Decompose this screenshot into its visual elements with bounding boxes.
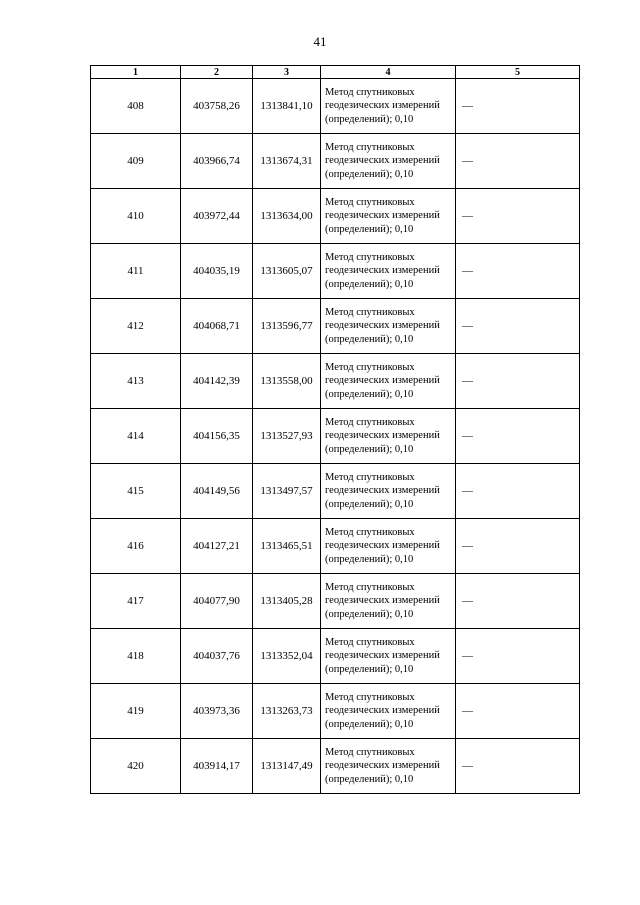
cell-x-coordinate: 403966,74 xyxy=(181,134,253,189)
cell-y-coordinate: 1313634,00 xyxy=(253,189,321,244)
cell-y-coordinate: 1313841,10 xyxy=(253,79,321,134)
table-row xyxy=(91,354,580,409)
cell-point-number: 408 xyxy=(91,79,181,134)
cell-y-coordinate: 1313527,93 xyxy=(253,409,321,464)
cell-method: Метод спутниковых геодезических измерений (определений); 0,10 xyxy=(321,629,456,684)
cell-x-coordinate: 404149,56 xyxy=(181,464,253,519)
cell-point-number: 411 xyxy=(91,244,181,299)
table-row xyxy=(91,464,580,519)
table-row xyxy=(91,79,580,134)
table-row xyxy=(91,629,580,684)
table-header xyxy=(91,66,580,79)
cell-x-coordinate: 403758,26 xyxy=(181,79,253,134)
cell-point-number: 412 xyxy=(91,299,181,354)
cell-method: Метод спутниковых геодезических измерений (определений); 0,10 xyxy=(321,739,456,794)
cell-method: Метод спутниковых геодезических измерений (определений); 0,10 xyxy=(321,134,456,189)
cell-x-coordinate: 403972,44 xyxy=(181,189,253,244)
cell-y-coordinate: 1313674,31 xyxy=(253,134,321,189)
cell-method: Метод спутниковых геодезических измерений (определений); 0,10 xyxy=(321,519,456,574)
cell-point-number: 417 xyxy=(91,574,181,629)
cell-method: Метод спутниковых геодезических измерений (определений); 0,10 xyxy=(321,354,456,409)
header-col-4: 4 xyxy=(321,66,456,79)
cell-y-coordinate: 1313605,07 xyxy=(253,244,321,299)
cell-point-number: 420 xyxy=(91,739,181,794)
cell-x-coordinate: 403973,36 xyxy=(181,684,253,739)
cell-note: — xyxy=(456,519,580,574)
coordinates-table xyxy=(90,65,580,794)
cell-note: — xyxy=(456,464,580,519)
header-col-3: 3 xyxy=(253,66,321,79)
cell-y-coordinate: 1313497,57 xyxy=(253,464,321,519)
cell-method: Метод спутниковых геодезических измерений (определений); 0,10 xyxy=(321,409,456,464)
cell-method: Метод спутниковых геодезических измерений (определений); 0,10 xyxy=(321,189,456,244)
cell-method: Метод спутниковых геодезических измерений (определений); 0,10 xyxy=(321,684,456,739)
cell-method: Метод спутниковых геодезических измерений (определений); 0,10 xyxy=(321,79,456,134)
table-row xyxy=(91,299,580,354)
cell-y-coordinate: 1313465,51 xyxy=(253,519,321,574)
cell-x-coordinate: 404127,21 xyxy=(181,519,253,574)
table-row xyxy=(91,244,580,299)
cell-y-coordinate: 1313558,00 xyxy=(253,354,321,409)
cell-note: — xyxy=(456,299,580,354)
cell-method: Метод спутниковых геодезических измерений (определений); 0,10 xyxy=(321,244,456,299)
cell-point-number: 418 xyxy=(91,629,181,684)
cell-point-number: 416 xyxy=(91,519,181,574)
cell-method: Метод спутниковых геодезических измерений (определений); 0,10 xyxy=(321,464,456,519)
cell-point-number: 419 xyxy=(91,684,181,739)
cell-point-number: 409 xyxy=(91,134,181,189)
cell-point-number: 413 xyxy=(91,354,181,409)
table-row xyxy=(91,189,580,244)
table-row xyxy=(91,409,580,464)
header-row xyxy=(91,66,580,79)
cell-x-coordinate: 403914,17 xyxy=(181,739,253,794)
cell-point-number: 415 xyxy=(91,464,181,519)
header-col-1: 1 xyxy=(91,66,181,79)
cell-point-number: 414 xyxy=(91,409,181,464)
cell-y-coordinate: 1313596,77 xyxy=(253,299,321,354)
cell-note: — xyxy=(456,189,580,244)
cell-method: Метод спутниковых геодезических измерений (определений); 0,10 xyxy=(321,574,456,629)
cell-y-coordinate: 1313263,73 xyxy=(253,684,321,739)
page-number: 41 xyxy=(313,34,327,49)
cell-x-coordinate: 404077,90 xyxy=(181,574,253,629)
table-row xyxy=(91,134,580,189)
table-row xyxy=(91,519,580,574)
cell-note: — xyxy=(456,134,580,189)
cell-x-coordinate: 404142,39 xyxy=(181,354,253,409)
cell-x-coordinate: 404156,35 xyxy=(181,409,253,464)
table-row xyxy=(91,574,580,629)
cell-y-coordinate: 1313405,28 xyxy=(253,574,321,629)
table-row xyxy=(91,739,580,794)
cell-note: — xyxy=(456,684,580,739)
cell-y-coordinate: 1313352,04 xyxy=(253,629,321,684)
cell-note: — xyxy=(456,244,580,299)
cell-x-coordinate: 404037,76 xyxy=(181,629,253,684)
cell-note: — xyxy=(456,574,580,629)
header-col-5: 5 xyxy=(456,66,580,79)
cell-x-coordinate: 404035,19 xyxy=(181,244,253,299)
cell-note: — xyxy=(456,629,580,684)
cell-method: Метод спутниковых геодезических измерений (определений); 0,10 xyxy=(321,299,456,354)
cell-note: — xyxy=(456,354,580,409)
table-body xyxy=(91,79,580,794)
cell-x-coordinate: 404068,71 xyxy=(181,299,253,354)
header-col-2: 2 xyxy=(181,66,253,79)
cell-y-coordinate: 1313147,49 xyxy=(253,739,321,794)
cell-note: — xyxy=(456,409,580,464)
cell-note: — xyxy=(456,79,580,134)
cell-note: — xyxy=(456,739,580,794)
cell-point-number: 410 xyxy=(91,189,181,244)
table-row xyxy=(91,684,580,739)
